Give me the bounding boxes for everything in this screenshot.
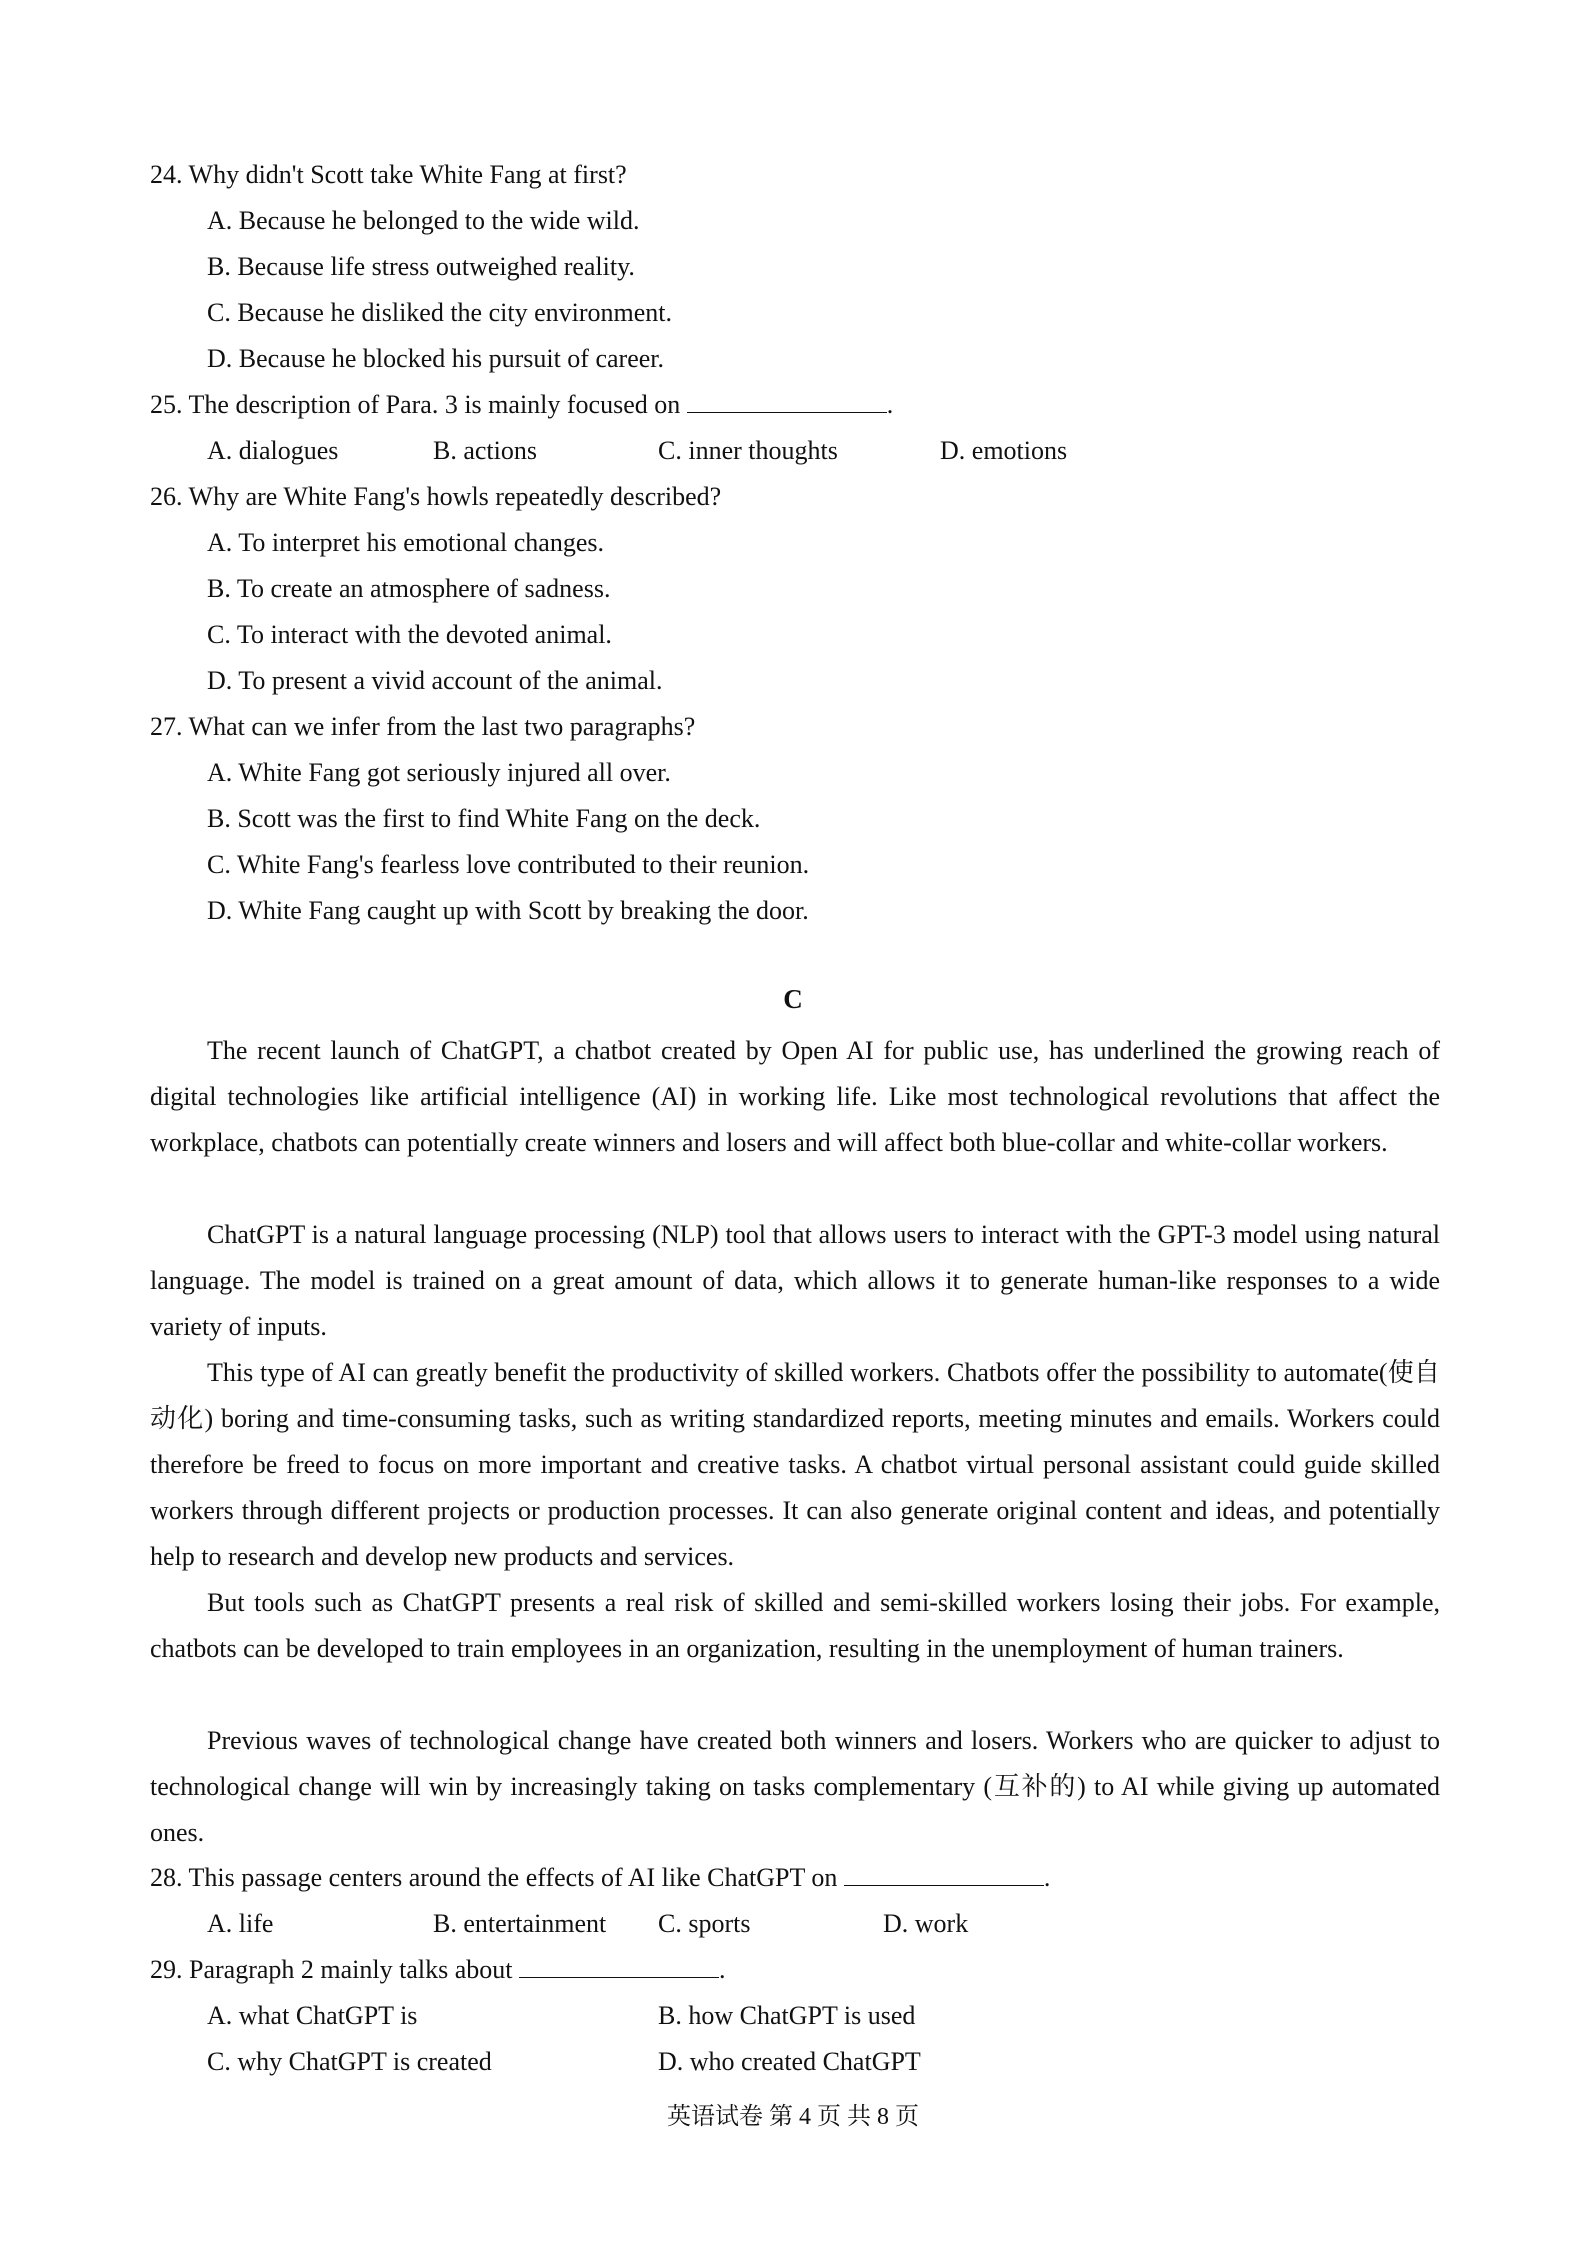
section-heading: C (783, 984, 803, 1014)
question-25-end: . (886, 390, 894, 419)
question-25-stem: 25. The description of Para. 3 is mainly focused on (150, 390, 681, 419)
question-24-option-d: D. Because he blocked his pursuit of career. (207, 344, 665, 373)
question-29-option-a: A. what ChatGPT is (207, 2001, 418, 2030)
answer-blank (519, 1955, 719, 1978)
page-footer: 英语试卷 第 4 页 共 8 页 (667, 2104, 919, 2130)
passage-paragraph-4: But tools such as ChatGPT presents a real risk of skilled and semi-skilled workers losing their jobs. For example, chatbots can be developed to train employees in an organization, resulting in the unemployment of human trainers. (150, 1588, 1440, 1663)
question-29-stem: 29. Paragraph 2 mainly talks about (150, 1955, 513, 1984)
question-27-option-c: C. White Fang's fearless love contributed to their reunion. (207, 850, 810, 879)
question-29-option-d: D. who created ChatGPT (658, 2047, 921, 2076)
question-24-option-b: B. Because life stress outweighed reality. (207, 252, 635, 281)
question-24-option-c: C. Because he disliked the city environment. (207, 298, 672, 327)
question-25 (150, 388, 893, 422)
answer-blank (844, 1863, 1044, 1886)
question-28-option-b: B. entertainment (433, 1909, 607, 1938)
question-26-option-c: C. To interact with the devoted animal. (207, 620, 612, 649)
passage-paragraph-2: ChatGPT is a natural language processing (NLP) tool that allows users to interact with the GPT-3 model using natural language. The model is trained on a great amount of data, which allows it to generate human-like responses to a wide variety of inputs. (150, 1220, 1440, 1341)
passage-paragraph-1: The recent launch of ChatGPT, a chatbot created by Open AI for public use, has underlined the growing reach of digital technologies like artificial intelligence (AI) in working life. Like most technological revolutions that affect the workplace, chatbots can potentially create winners and losers and will affect both blue-collar and white-collar workers. (150, 1036, 1440, 1157)
question-27-option-d: D. White Fang caught up with Scott by breaking the door. (207, 896, 809, 925)
question-28-option-c: C. sports (658, 1909, 751, 1938)
question-26-stem: 26. Why are White Fang's howls repeatedly described? (150, 482, 722, 511)
question-29 (150, 1953, 725, 1987)
question-27-option-a: A. White Fang got seriously injured all over. (207, 758, 671, 787)
question-27-option-b: B. Scott was the first to find White Fang on the deck. (207, 804, 761, 833)
question-26-option-a: A. To interpret his emotional changes. (207, 528, 604, 557)
question-29-option-c: C. why ChatGPT is created (207, 2047, 492, 2076)
question-25-option-d: D. emotions (940, 436, 1068, 465)
question-28-option-d: D. work (883, 1909, 969, 1938)
passage-paragraph-3: This type of AI can greatly benefit the productivity of skilled workers. Chatbots offer the possibility to automate(使自动化) boring and time-consuming tasks, such as writing standardized reports, meeting minutes and emails. Workers could therefore be freed to focus on more important and creative tasks. A chatbot virtual personal assistant could guide skilled workers through different projects or production processes. It can also generate original content and ideas, and potentially help to research and develop new products and services. (150, 1358, 1440, 1571)
question-24-stem: 24. Why didn't Scott take White Fang at first? (150, 160, 627, 189)
question-25-option-b: B. actions (433, 436, 537, 465)
question-28-end: . (1043, 1863, 1051, 1892)
question-28-option-a: A. life (207, 1909, 274, 1938)
question-28-stem: 28. This passage centers around the effects of AI like ChatGPT on (150, 1863, 838, 1892)
question-25-option-a: A. dialogues (207, 436, 339, 465)
question-29-option-b: B. how ChatGPT is used (658, 2001, 916, 2030)
question-29-end: . (718, 1955, 726, 1984)
question-24-option-a: A. Because he belonged to the wide wild. (207, 206, 640, 235)
question-28 (150, 1861, 1050, 1895)
passage-paragraph-5: Previous waves of technological change have created both winners and losers. Workers who are quicker to adjust to technological change will win by increasingly taking on tasks complementary (互补的) to AI while giving up automated ones. (150, 1726, 1440, 1847)
question-26-option-d: D. To present a vivid account of the animal. (207, 666, 663, 695)
question-25-option-c: C. inner thoughts (658, 436, 838, 465)
question-26-option-b: B. To create an atmosphere of sadness. (207, 574, 611, 603)
question-27-stem: 27. What can we infer from the last two paragraphs? (150, 712, 696, 741)
answer-blank (687, 390, 887, 413)
